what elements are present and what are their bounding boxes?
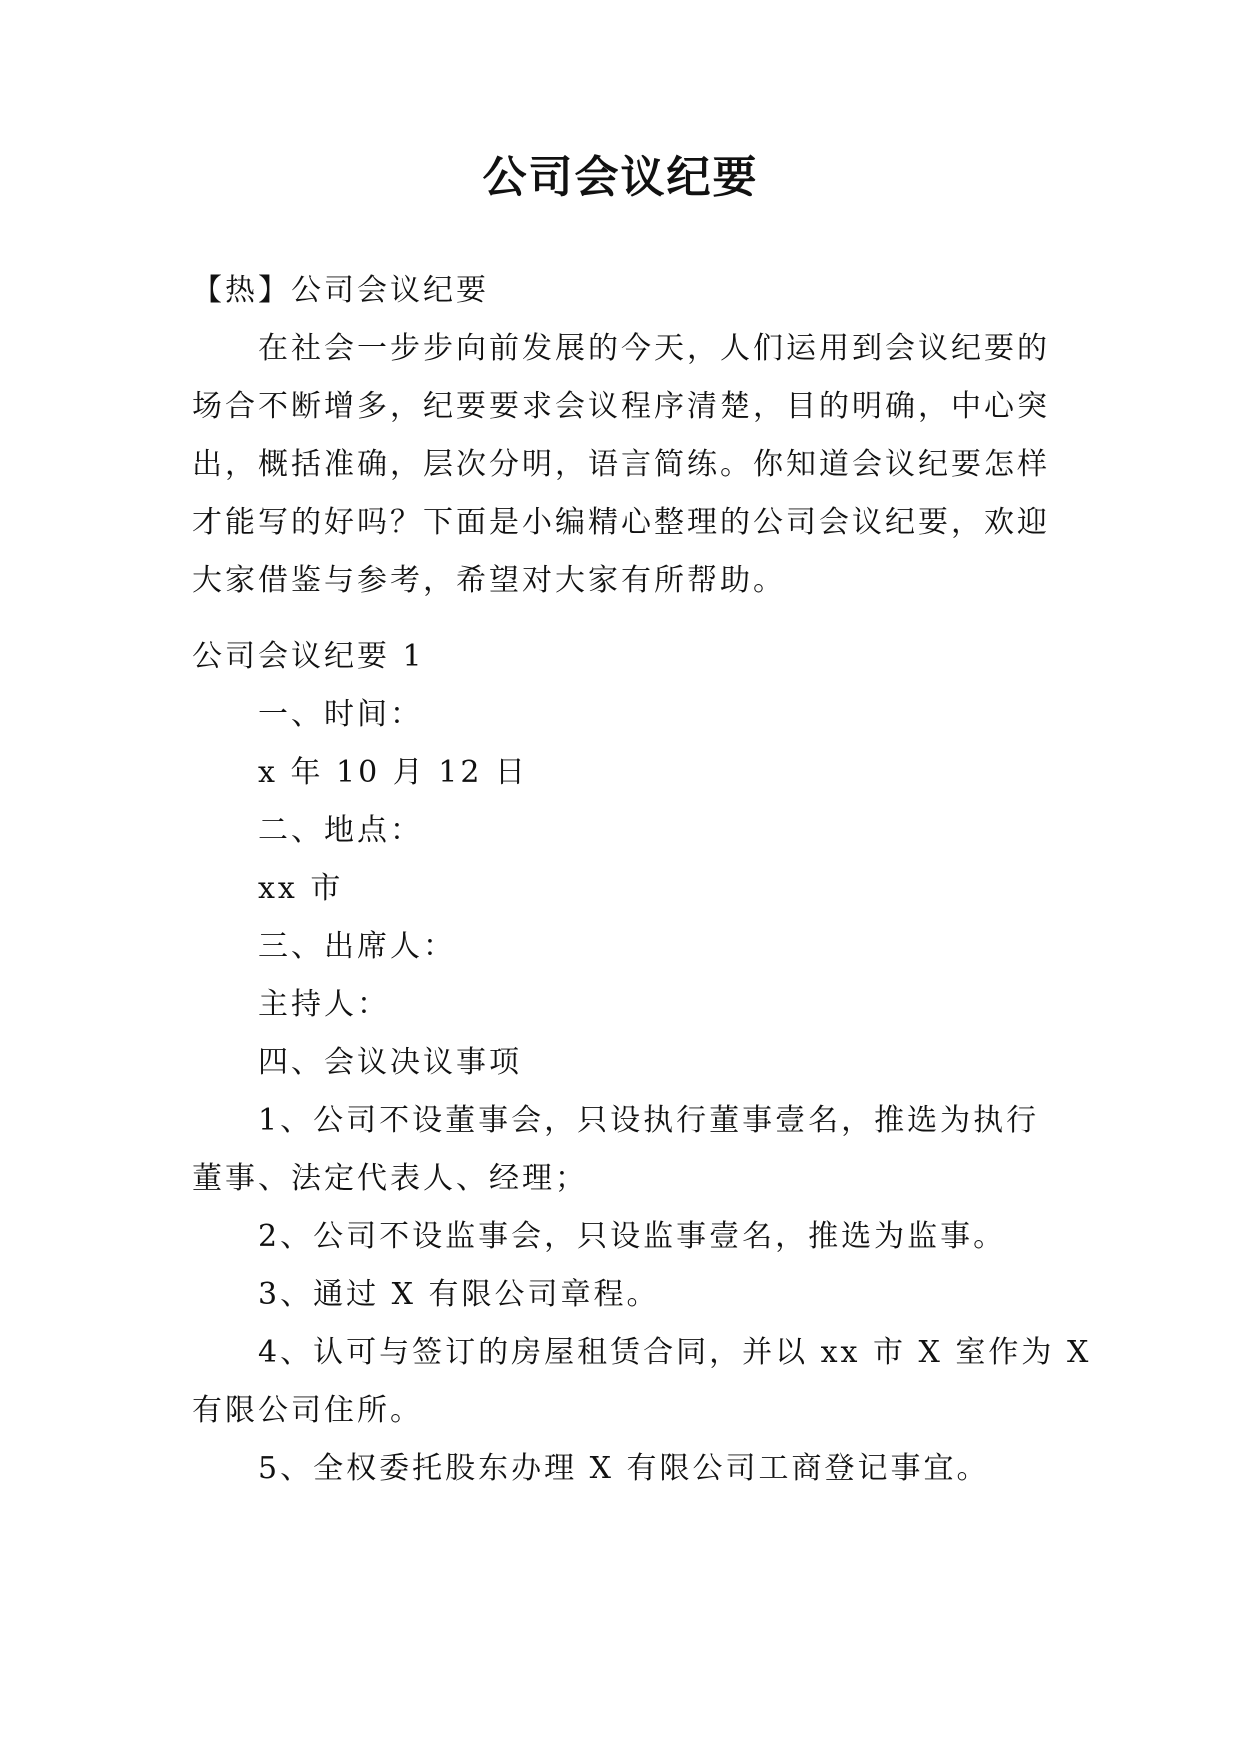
intro-line: 大家借鉴与参考，希望对大家有所帮助。: [192, 563, 786, 598]
resolution-5: 5、全权委托股东办理 X 有限公司工商登记事宜。: [258, 1451, 990, 1486]
host-label: 主持人：: [258, 987, 390, 1022]
section-title: 公司会议纪要 1: [192, 639, 425, 674]
place-label: 二、地点：: [258, 813, 423, 848]
resolution-4-line-1: 4、认可与签订的房屋租赁合同，并以 xx 市 X 室作为 X: [258, 1335, 1092, 1370]
hot-heading: 【热】公司会议纪要: [192, 273, 489, 308]
resolution-1-line-2: 董事、法定代表人、经理；: [192, 1161, 588, 1196]
resolutions-label: 四、会议决议事项: [258, 1045, 522, 1080]
intro-line: 出，概括准确，层次分明，语言简练。你知道会议纪要怎样: [192, 447, 1050, 482]
attendees-label: 三、出席人：: [258, 929, 456, 964]
intro-line: 在社会一步步向前发展的今天，人们运用到会议纪要的: [258, 331, 1050, 366]
intro-line: 才能写的好吗？下面是小编精心整理的公司会议纪要，欢迎: [192, 505, 1050, 540]
document-title: 公司会议纪要: [482, 152, 759, 203]
intro-line: 场合不断增多，纪要要求会议程序清楚，目的明确，中心突: [192, 389, 1050, 424]
place-value: xx 市: [258, 871, 344, 906]
resolution-3: 3、通过 X 有限公司章程。: [258, 1277, 660, 1312]
resolution-1-line-1: 1、公司不设董事会，只设执行董事壹名，推选为执行: [258, 1103, 1040, 1138]
time-value: x 年 10 月 12 日: [258, 755, 528, 790]
resolution-2: 2、公司不设监事会，只设监事壹名，推选为监事。: [258, 1219, 1007, 1254]
minutes-section: [192, 628, 1092, 1498]
intro-section: [192, 262, 1050, 610]
resolution-4-line-2: 有限公司住所。: [192, 1393, 423, 1428]
time-label: 一、时间：: [258, 697, 423, 732]
